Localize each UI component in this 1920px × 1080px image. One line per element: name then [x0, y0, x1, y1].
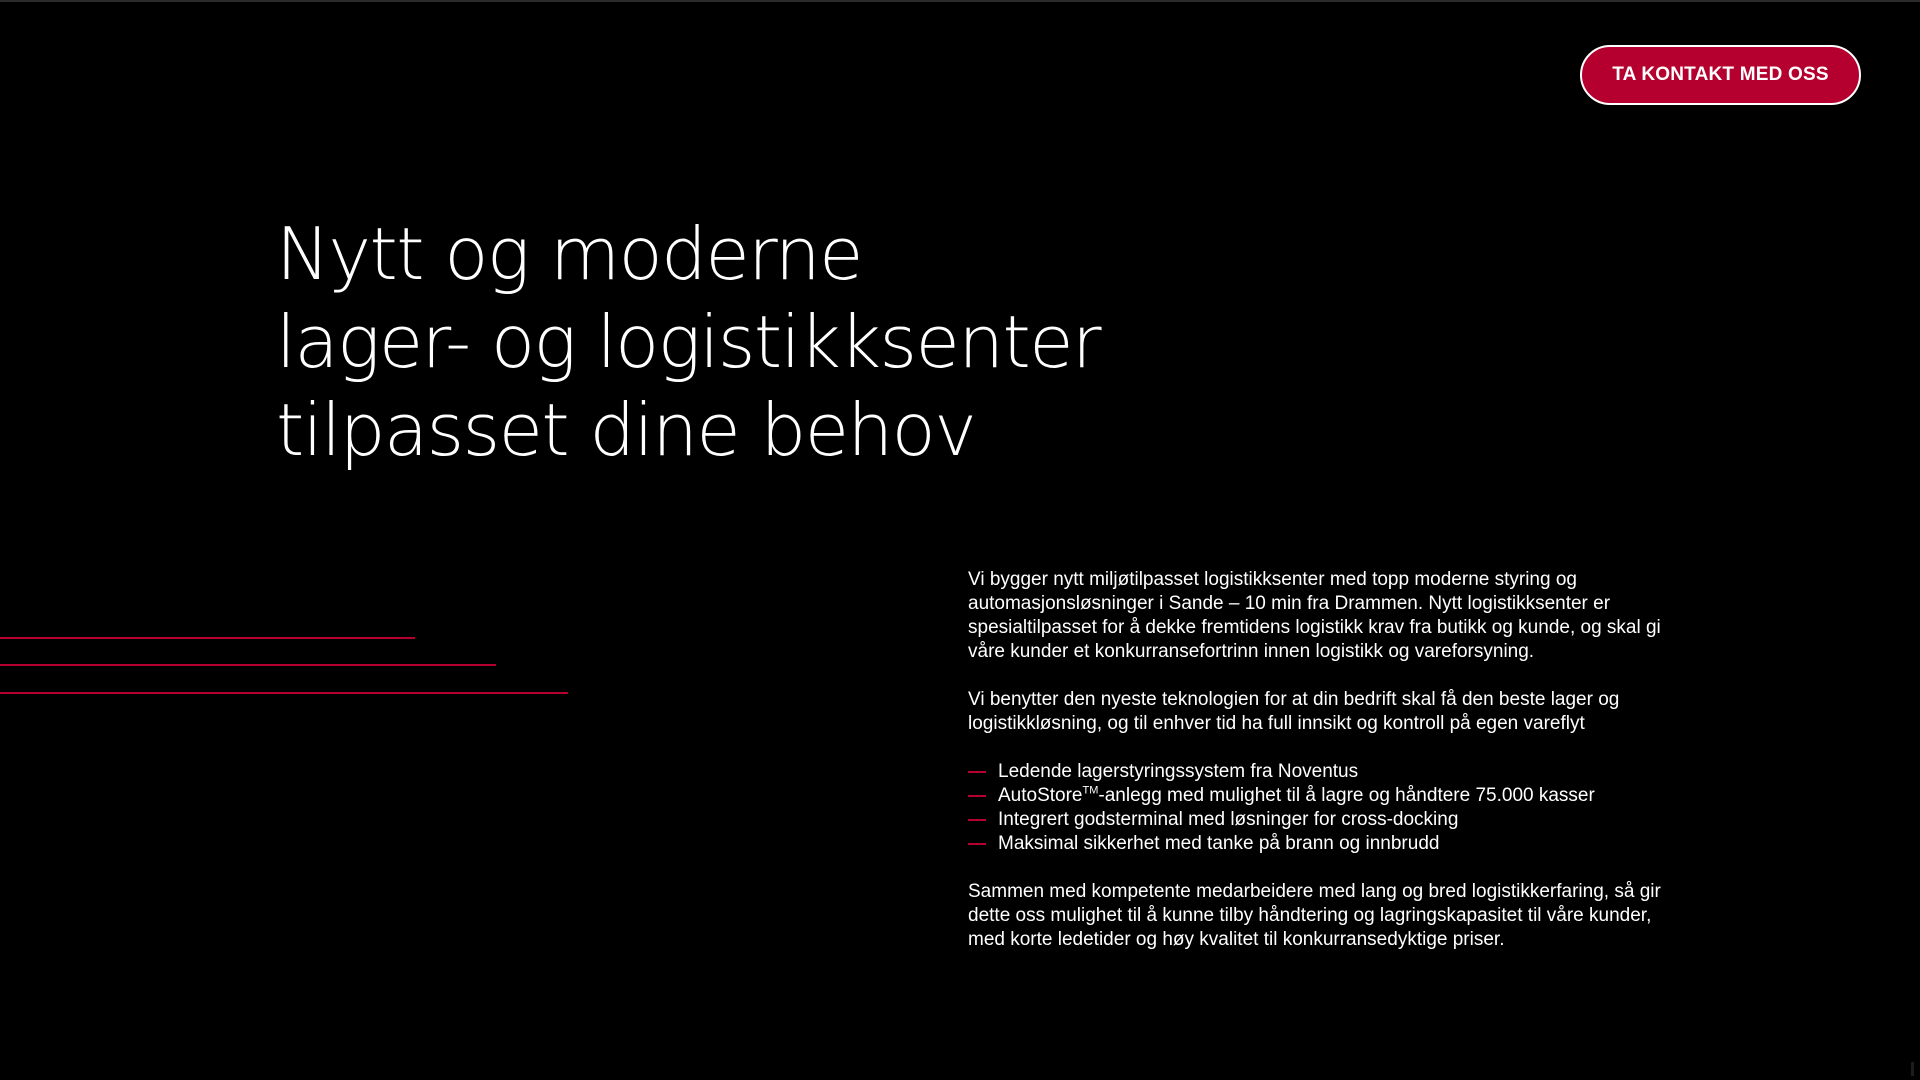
list-item	[968, 784, 1668, 808]
list-item	[968, 808, 1668, 832]
list-item-text: Ledende lagerstyringssystem fra Noventus	[998, 761, 1359, 782]
list-item-text-suffix: -anlegg med mulighet til å lagre og håndtere 75.000 kasser	[1098, 785, 1595, 806]
decorative-line-2	[0, 664, 496, 666]
content-section	[968, 568, 1668, 976]
contact-us-button[interactable]: TA KONTAKT MED OSS	[1580, 45, 1861, 105]
headline-line-3: tilpasset dine behov	[276, 388, 976, 472]
decorative-line-1	[0, 637, 415, 639]
headline-line-1: Nytt og moderne	[276, 212, 862, 296]
dash-icon	[968, 771, 986, 773]
dash-icon	[968, 795, 986, 797]
feature-list	[968, 760, 1668, 856]
list-item-text: Integrert godsterminal med løsninger for cross-docking	[998, 809, 1459, 830]
list-item	[968, 760, 1668, 784]
closing-paragraph: Sammen med kompetente medarbeidere med lang og bred logistikkerfaring, så gir dette oss mulighet til å kunne tilby håndtering og lagringskapasitet til våre kunder, med korte ledetider og høy kvalitet til konkurransedyktige priser.	[968, 881, 1661, 950]
dash-icon	[968, 819, 986, 821]
list-item-text: Maksimal sikkerhet med tanke på brann og innbrudd	[998, 833, 1440, 854]
trademark-mark: TM	[1082, 784, 1099, 797]
decorative-line-3	[0, 692, 568, 694]
technology-paragraph: Vi benytter den nyeste teknologien for at din bedrift skal få den beste lager og logistikkløsning, og til enhver tid ha full innsikt og kontroll på egen vareflyt	[968, 689, 1620, 734]
list-item-text-prefix: AutoStore	[998, 785, 1083, 806]
intro-paragraph: Vi bygger nytt miljøtilpasset logistikksenter med topp moderne styring og automasjonsløsninger i Sande – 10 min fra Drammen. Nytt logistikksenter er spesialtilpasset for å dekke fremtidens logistikk krav fra butikk og kunde, og skal gi våre kunder et konkurransefortrinn innen logistikk og vareforsyning.	[968, 569, 1661, 662]
top-border	[0, 0, 1920, 2]
page-headline	[276, 210, 1100, 474]
list-item	[968, 832, 1668, 856]
headline-line-2: lager- og logistikksenter	[276, 300, 1101, 384]
dash-icon	[968, 843, 986, 845]
scroll-indicator	[1911, 1062, 1914, 1076]
